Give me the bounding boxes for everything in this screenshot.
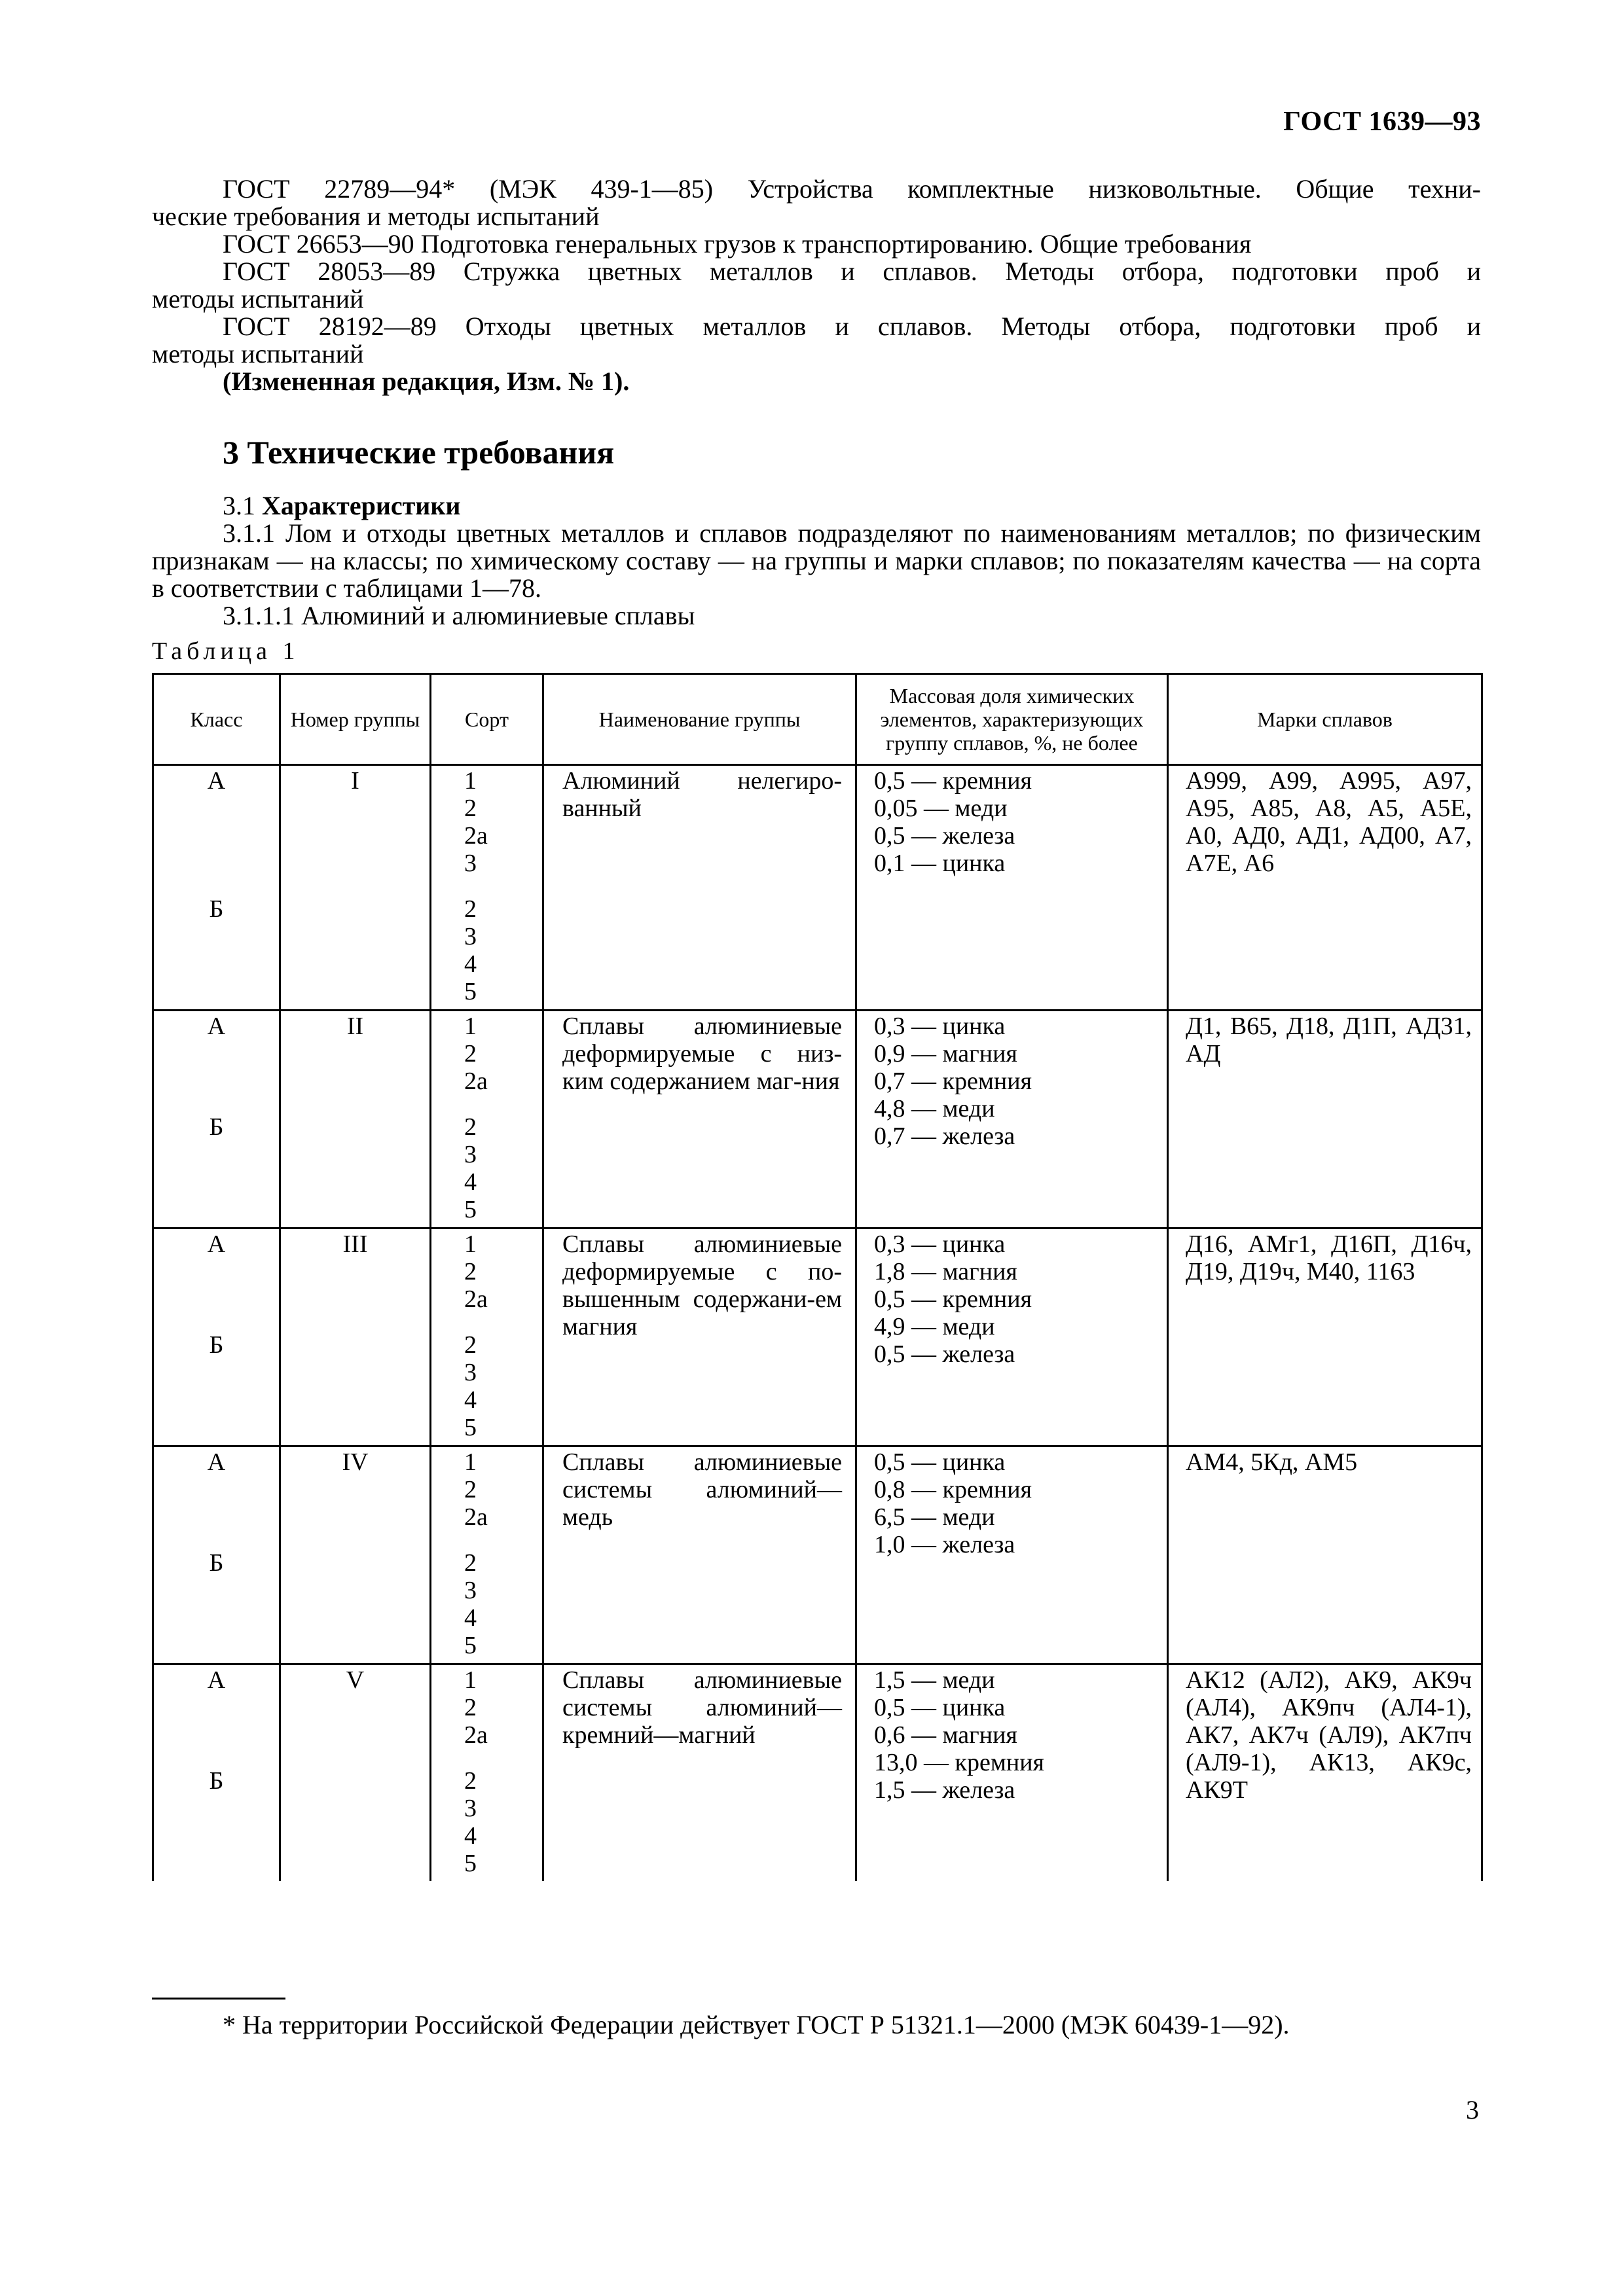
cell-class — [153, 765, 280, 1011]
reference-item-continuation: методы испытаний — [152, 339, 364, 368]
mass-fraction-item: 1,5 — меди — [874, 1666, 995, 1694]
cell-group-name: Сплавы алюминиевые деформируемые с низ-ким содержанием маг-ния — [543, 1011, 856, 1229]
sort-value: 2 — [464, 1331, 477, 1359]
sort-value: 2 — [464, 1113, 477, 1141]
group-number: I — [351, 767, 359, 795]
sort-value: 2а — [464, 822, 488, 850]
cell-class — [153, 1664, 280, 1882]
mass-fraction-item: 1,8 — магния — [874, 1258, 1017, 1285]
sort-value: 2а — [464, 1067, 488, 1095]
sort-value: 5 — [464, 1414, 477, 1441]
group-number: V — [346, 1666, 365, 1694]
sort-value: 2 — [464, 1476, 477, 1503]
cell-class — [153, 1011, 280, 1229]
header-mass-fraction: Массовая доля химических элементов, характеризующих группу сплавов, %, не более — [856, 674, 1168, 765]
sort-value: 4 — [464, 1822, 477, 1850]
cell-group-number — [280, 1229, 431, 1446]
subsection-number: 3.1 — [223, 491, 255, 520]
cell-mass-fraction — [856, 1446, 1168, 1664]
sort-value: 2а — [464, 1503, 488, 1531]
mass-fraction-item: 0,05 — меди — [874, 795, 1008, 822]
cell-mass-fraction — [856, 765, 1168, 1011]
class-label: Б — [209, 1767, 224, 1795]
cell-class — [153, 1446, 280, 1664]
mass-fraction-item: 0,6 — магния — [874, 1721, 1017, 1749]
class-label: А — [207, 1230, 226, 1258]
group-number: IV — [342, 1448, 369, 1476]
class-label: Б — [209, 1331, 224, 1359]
sort-value: 3 — [464, 850, 477, 877]
mass-fraction-item: 0,7 — кремния — [874, 1067, 1032, 1095]
cell-group-name: Сплавы алюминиевые системы алюминий—медь — [543, 1446, 856, 1664]
sort-value: 1 — [464, 1013, 477, 1040]
mass-fraction-item: 6,5 — меди — [874, 1503, 995, 1531]
table-row — [153, 1229, 1482, 1446]
cell-alloy-marks: АК12 (АЛ2), АК9, АК9ч (АЛ4), АК9пч (АЛ4-1), АК7, АК7ч (АЛ9), АК7пч (АЛ9-1), АК13, АК9с, АК9Т — [1168, 1664, 1482, 1882]
cell-alloy-marks: Д1, В65, Д18, Д1П, АД31, АД — [1168, 1011, 1482, 1229]
mass-fraction-item: 13,0 — кремния — [874, 1749, 1045, 1776]
reference-item: ГОСТ 28192—89 Отходы цветных металлов и сплавов. Методы отбора, подготовки проб и — [223, 312, 1481, 341]
sort-value: 2а — [464, 1721, 488, 1749]
sort-value: 3 — [464, 1141, 477, 1168]
sort-value: 1 — [464, 1230, 477, 1258]
cell-group-name: Сплавы алюминиевые деформируемые с по-вышенным содержани-ем магния — [543, 1229, 856, 1446]
cell-sort — [431, 1664, 543, 1882]
sort-value: 5 — [464, 978, 477, 1005]
class-label: А — [207, 767, 226, 795]
reference-item-continuation: ческие требования и методы испытаний — [152, 202, 600, 231]
document-code-header: ГОСТ 1639—93 — [1283, 107, 1481, 137]
header-group-name: Наименование группы — [543, 674, 856, 765]
amendment-note: (Измененная редакция, Изм. № 1). — [223, 367, 630, 396]
footnote: * На территории Российской Федерации действует ГОСТ Р 51321.1—2000 (МЭК 60439-1—92). — [223, 2010, 1290, 2039]
sort-value: 5 — [464, 1196, 477, 1223]
sort-value: 4 — [464, 1604, 477, 1632]
table-body — [153, 765, 1482, 1882]
mass-fraction-item: 0,8 — кремния — [874, 1476, 1032, 1503]
sort-value: 3 — [464, 1359, 477, 1386]
class-label: Б — [209, 1113, 224, 1141]
header-sort: Сорт — [431, 674, 543, 765]
mass-fraction-item: 0,9 — магния — [874, 1040, 1017, 1067]
sort-value: 5 — [464, 1632, 477, 1659]
section-title: 3 Технические требования — [223, 434, 615, 471]
class-label: Б — [209, 895, 224, 923]
references-list — [152, 175, 1481, 395]
sort-value: 2а — [464, 1285, 488, 1313]
cell-sort — [431, 1011, 543, 1229]
class-label: А — [207, 1013, 226, 1040]
cell-alloy-marks: А999, А99, А995, А97, А95, А85, А8, А5, А5Е, А0, АД0, АД1, АД00, А7, А7Е, А6 — [1168, 765, 1482, 1011]
header-alloy-marks: Марки сплавов — [1168, 674, 1482, 765]
cell-group-name: Сплавы алюминиевые системы алюминий—кремний—магний — [543, 1664, 856, 1882]
sort-value: 1 — [464, 1666, 477, 1694]
cell-mass-fraction — [856, 1664, 1168, 1882]
group-number: III — [342, 1230, 368, 1258]
reference-item: ГОСТ 28053—89 Стружка цветных металлов и сплавов. Методы отбора, подготовки проб и — [223, 257, 1481, 286]
reference-item: ГОСТ 26653—90 Подготовка генеральных грузов к транспортированию. Общие требования — [223, 229, 1252, 259]
header-group-number: Номер группы — [280, 674, 431, 765]
table-caption: Таблица 1 — [152, 637, 300, 665]
class-label: А — [207, 1448, 226, 1476]
paragraph-3-1-1-1: 3.1.1.1 Алюминий и алюминиевые сплавы — [223, 601, 695, 630]
page-content — [152, 175, 1481, 1881]
cell-sort — [431, 1229, 543, 1446]
sort-value: 3 — [464, 923, 477, 950]
mass-fraction-item: 0,5 — кремния — [874, 1285, 1032, 1313]
subsection-heading — [223, 492, 1481, 520]
mass-fraction-item: 0,3 — цинка — [874, 1013, 1006, 1040]
table-header-row — [153, 674, 1482, 765]
sort-value: 4 — [464, 950, 477, 978]
reference-item: ГОСТ 22789—94* (МЭК 439-1—85) Устройства комплектные низковольтные. Общие техни- — [223, 174, 1481, 204]
cell-group-number — [280, 1446, 431, 1664]
mass-fraction-item: 1,0 — железа — [874, 1531, 1015, 1558]
cell-alloy-marks: АМ4, 5Кд, АМ5 — [1168, 1446, 1482, 1664]
sort-value: 3 — [464, 1795, 477, 1822]
cell-group-number — [280, 765, 431, 1011]
sort-value: 3 — [464, 1577, 477, 1604]
table-row — [153, 765, 1482, 1011]
mass-fraction-item: 4,9 — меди — [874, 1313, 995, 1340]
table-row — [153, 1446, 1482, 1664]
sort-value: 4 — [464, 1168, 477, 1196]
sort-value: 2 — [464, 1040, 477, 1067]
cell-group-number — [280, 1011, 431, 1229]
sort-value: 2 — [464, 1549, 477, 1577]
table-row — [153, 1011, 1482, 1229]
mass-fraction-item: 1,5 — железа — [874, 1776, 1015, 1804]
subsection-title: Характеристики — [262, 491, 461, 520]
mass-fraction-item: 0,5 — кремния — [874, 767, 1032, 795]
sort-value: 2 — [464, 795, 477, 822]
cell-mass-fraction — [856, 1229, 1168, 1446]
cell-group-name: Алюминий нелегиро-ванный — [543, 765, 856, 1011]
sort-value: 1 — [464, 767, 477, 795]
mass-fraction-item: 0,5 — цинка — [874, 1694, 1006, 1721]
cell-alloy-marks: Д16, АМг1, Д16П, Д16ч, Д19, Д19ч, М40, 1163 — [1168, 1229, 1482, 1446]
mass-fraction-item: 0,5 — железа — [874, 1340, 1015, 1368]
mass-fraction-item: 4,8 — меди — [874, 1095, 995, 1122]
cell-sort — [431, 1446, 543, 1664]
sort-value: 2 — [464, 1694, 477, 1721]
mass-fraction-item: 0,5 — железа — [874, 822, 1015, 850]
sort-value: 2 — [464, 1258, 477, 1285]
cell-group-number — [280, 1664, 431, 1882]
class-label: А — [207, 1666, 226, 1694]
alloy-table — [152, 673, 1483, 1881]
header-class: Класс — [153, 674, 280, 765]
group-number: II — [346, 1013, 364, 1040]
class-label: Б — [209, 1549, 224, 1577]
cell-sort — [431, 765, 543, 1011]
sort-value: 2 — [464, 1767, 477, 1795]
sort-value: 5 — [464, 1850, 477, 1877]
sort-value: 1 — [464, 1448, 477, 1476]
paragraph-3-1-1: 3.1.1 Лом и отходы цветных металлов и сплавов подразделяют по наименованиям металлов; по физическим признакам — на классы; по химическому составу — на группы и марки сплавов; по показателям качества — на сорта в соответствии с таблицами 1—78. — [152, 518, 1481, 603]
sort-value: 2 — [464, 895, 477, 923]
page-number: 3 — [1466, 2095, 1479, 2125]
table-row — [153, 1664, 1482, 1882]
sort-value: 4 — [464, 1386, 477, 1414]
mass-fraction-item: 0,3 — цинка — [874, 1230, 1006, 1258]
footnote-rule — [152, 1998, 285, 2000]
cell-mass-fraction — [856, 1011, 1168, 1229]
cell-class — [153, 1229, 280, 1446]
mass-fraction-item: 0,7 — железа — [874, 1122, 1015, 1150]
reference-item-continuation: методы испытаний — [152, 284, 364, 314]
mass-fraction-item: 0,1 — цинка — [874, 850, 1006, 877]
mass-fraction-item: 0,5 — цинка — [874, 1448, 1006, 1476]
